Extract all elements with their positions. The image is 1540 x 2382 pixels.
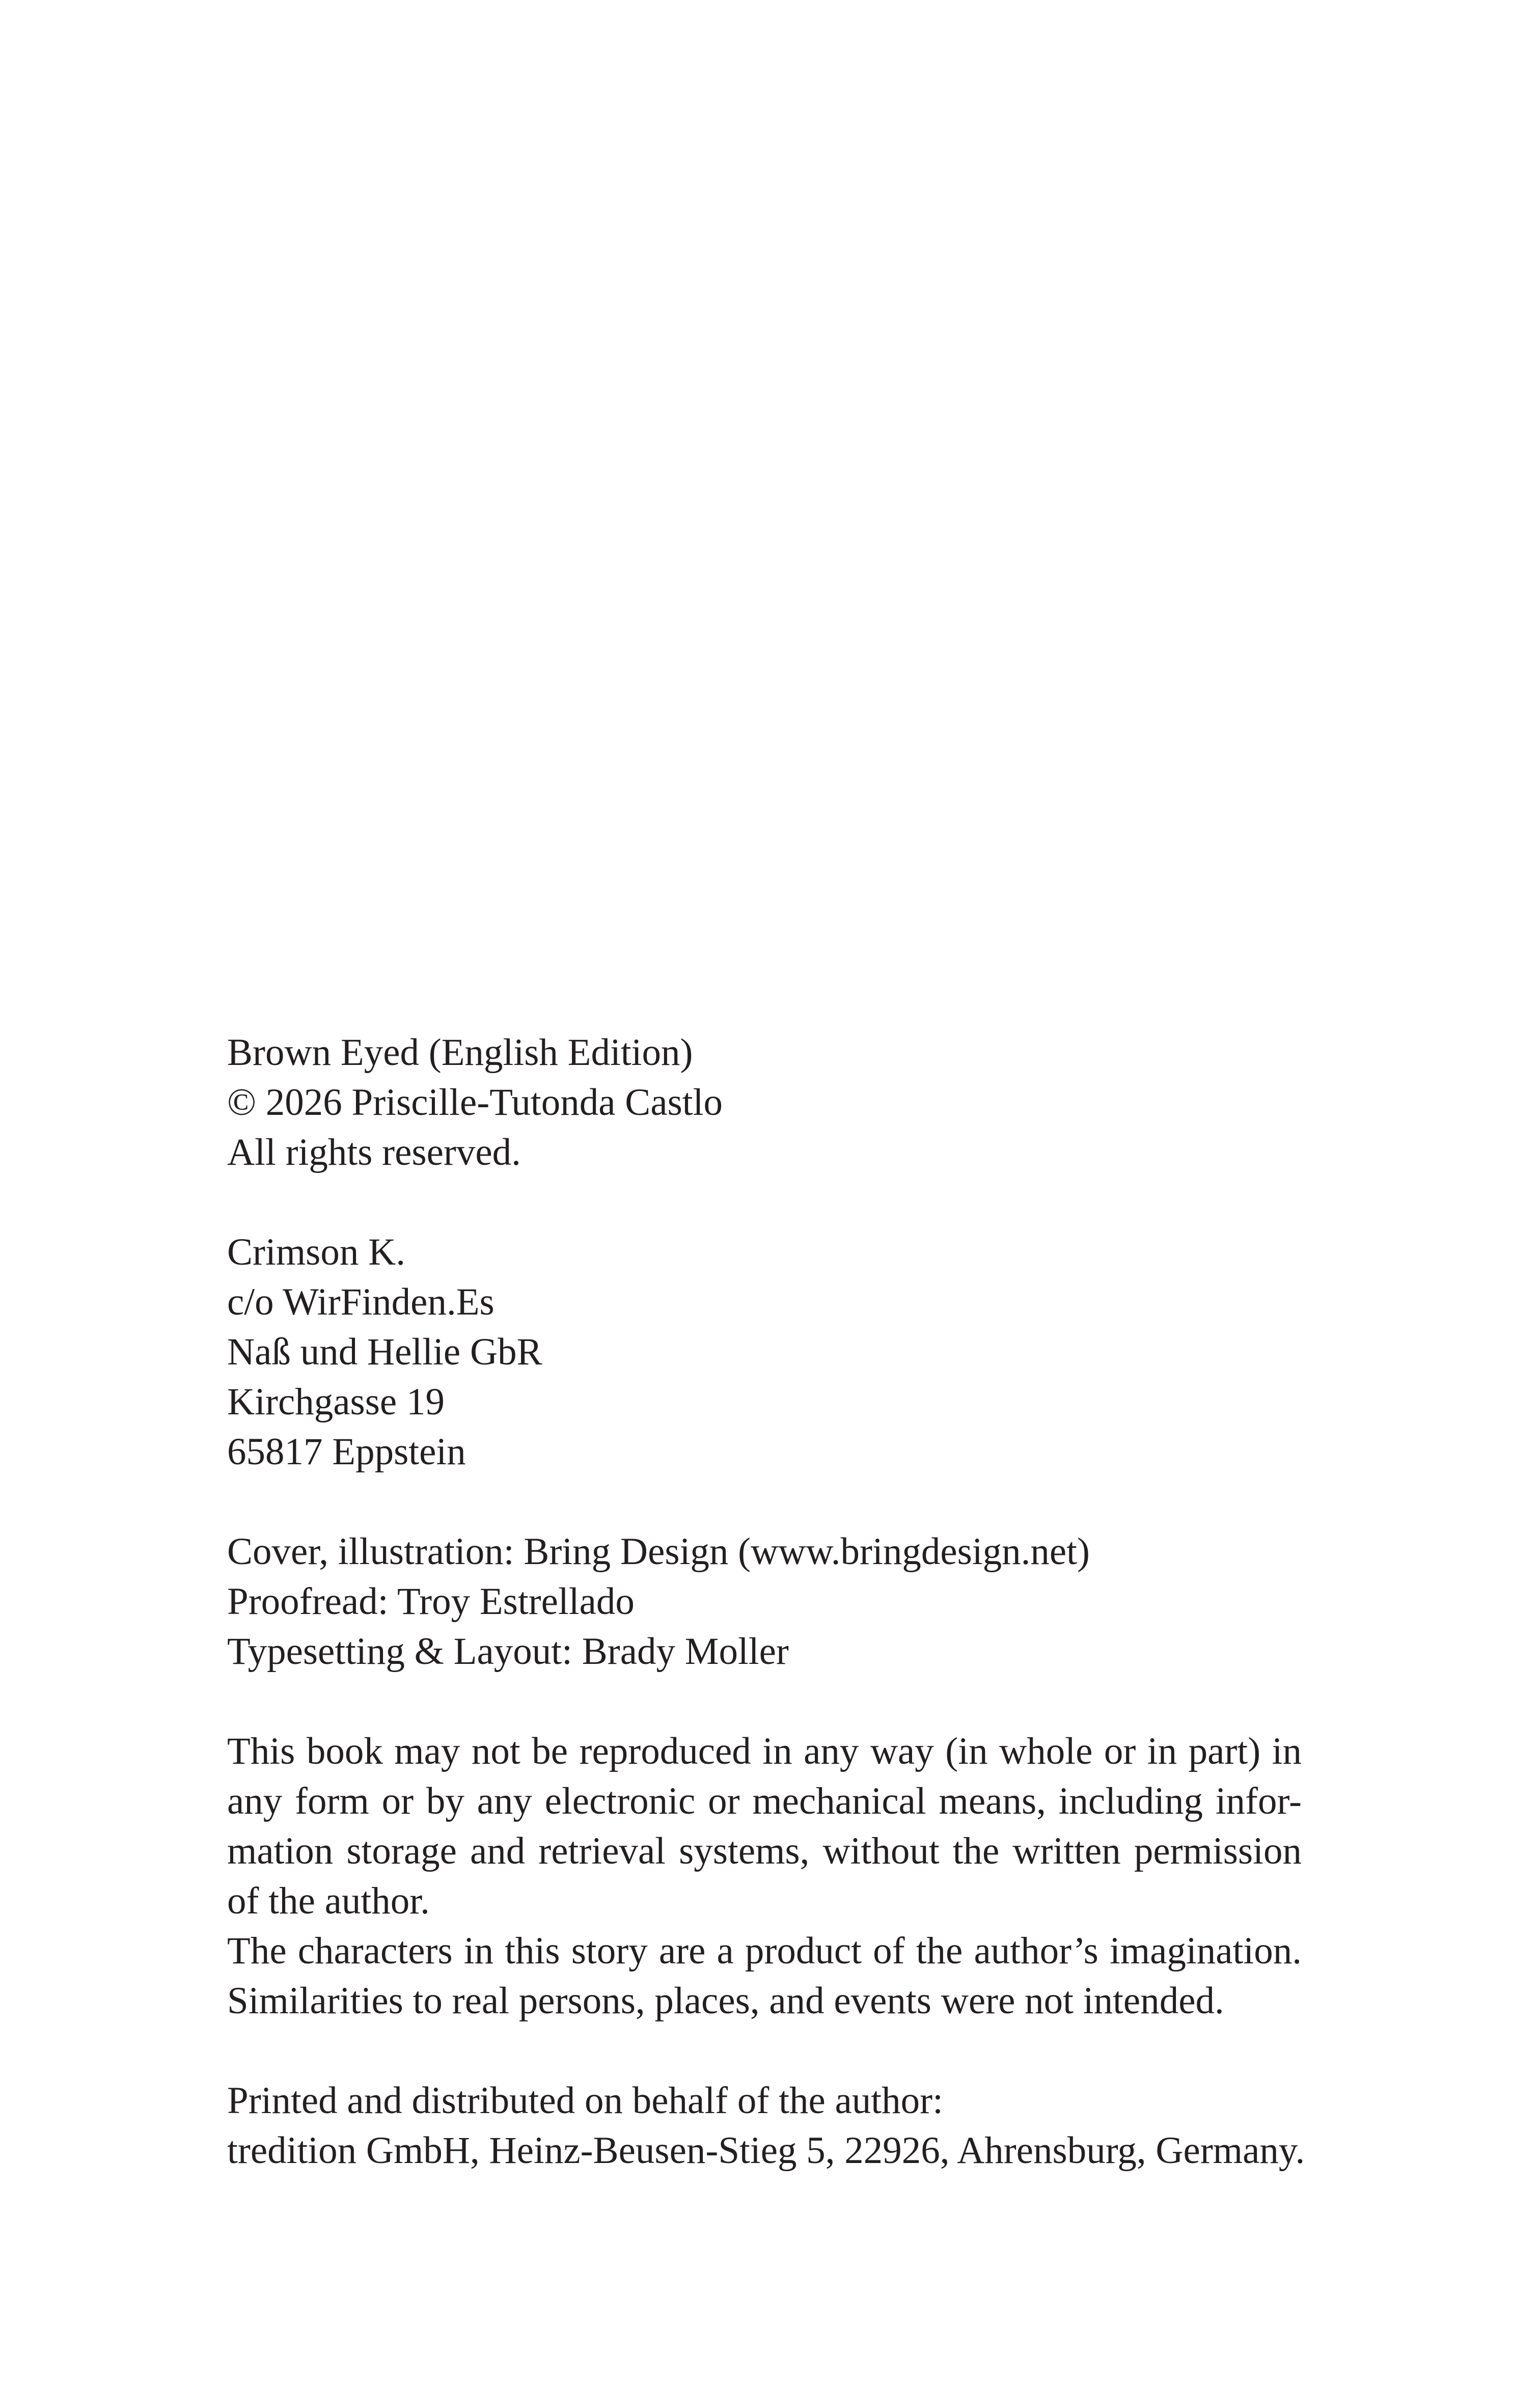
credit-proofread: Proofread: Troy Estrellado [227, 1580, 635, 1623]
publisher-address: tredition GmbH, Heinz-Beusen-Stieg 5, 22926, Ahrensburg, Germany. [227, 2129, 1305, 2172]
contact-care-of: c/o WirFinden.Es [227, 1281, 494, 1323]
disclaimer-line: any form or by any electronic or mechanical means, including infor- [227, 1780, 1302, 1822]
contact-street: Kirchgasse 19 [227, 1381, 445, 1423]
paragraph-gap [227, 1677, 1302, 1727]
contact-city: 65817 Eppstein [227, 1431, 466, 1473]
disclaimer-line: mation storage and retrieval systems, without the written permission [227, 1830, 1302, 1872]
disclaimer-line: This book may not be reproduced in any way (in whole or in part) in [227, 1730, 1302, 1772]
fiction-notice-line: The characters in this story are a product of the author’s imagination. [227, 1930, 1302, 1972]
contact-company: Naß und Hellie GbR [227, 1331, 542, 1373]
disclaimer-line: of the author. [227, 1880, 430, 1922]
imprint-text-block [227, 1028, 1305, 2176]
book-title: Brown Eyed (English Edition) [227, 1031, 693, 1074]
paragraph-gap [227, 1178, 1302, 1227]
contact-name: Crimson K. [227, 1231, 406, 1273]
credit-cover: Cover, illustration: Bring Design (www.bringdesign.net) [227, 1530, 1090, 1573]
credit-typesetting: Typesetting & Layout: Brady Moller [227, 1630, 789, 1673]
paragraph-gap [227, 1477, 1302, 1527]
publisher-intro: Printed and distributed on behalf of the author: [227, 2079, 943, 2122]
copyright-notice: © 2026 Priscille-Tutonda Castlo [227, 1081, 723, 1124]
rights-statement: All rights reserved. [227, 1131, 521, 1173]
fiction-notice-line: Similarities to real persons, places, and events were not intended. [227, 1980, 1224, 2022]
paragraph-gap [227, 2026, 1302, 2076]
